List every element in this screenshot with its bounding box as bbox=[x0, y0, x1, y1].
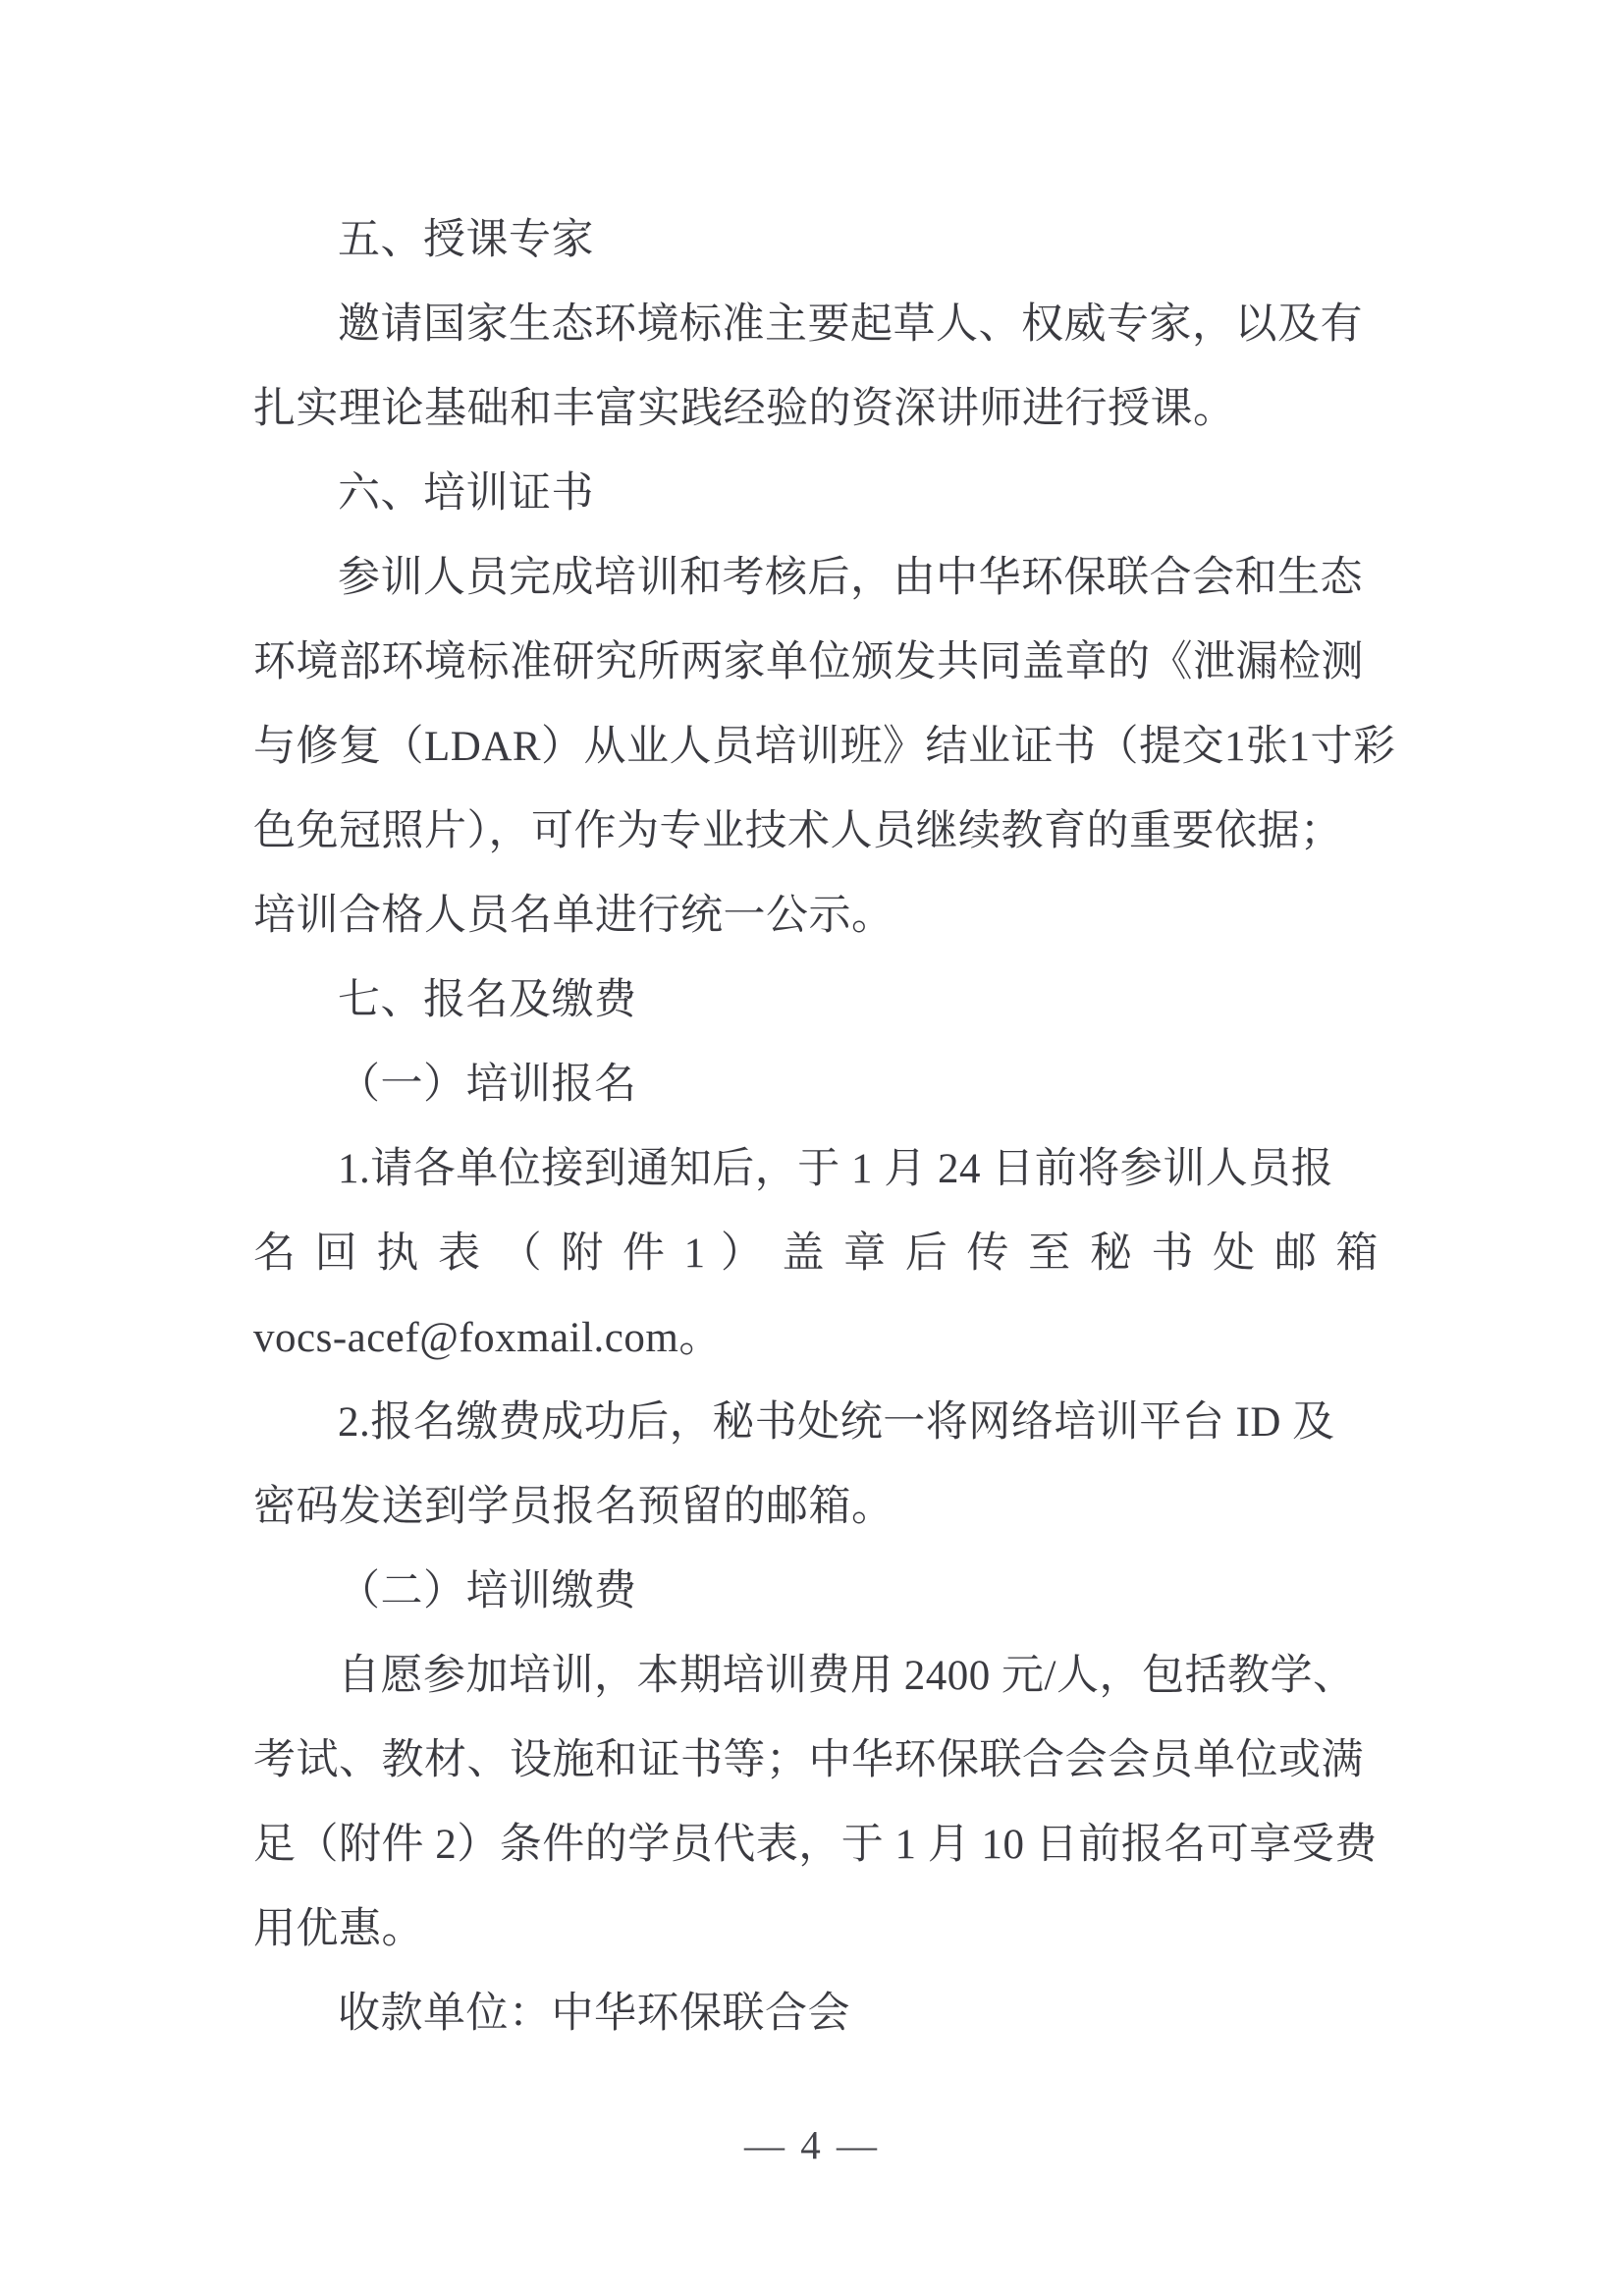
text-line: 2.报名缴费成功后，秘书处统一将网络培训平台 ID 及 bbox=[338, 1399, 1335, 1446]
page-number-label: — 4 — bbox=[744, 2122, 880, 2167]
text-line: 自愿参加培训，本期培训费用 2400 元/人，包括教学、 bbox=[338, 1653, 1356, 1699]
text-line: 邀请国家生态环境标准主要起草人、权威专家，以及有 bbox=[338, 301, 1363, 348]
text-line: 色免冠照片），可作为专业技术人员继续教育的重要依据； bbox=[253, 808, 1343, 854]
text-line: 扎实理论基础和丰富实践经验的资深讲师进行授课。 bbox=[253, 386, 1236, 432]
subsection-heading-7-1: （一）培训报名 bbox=[338, 1062, 637, 1108]
document-body bbox=[253, 198, 1396, 2056]
section-heading-5: 五、授课专家 bbox=[338, 217, 594, 263]
text-line: 用优惠。 bbox=[253, 1906, 424, 1952]
subsection-heading-7-2: （二）培训缴费 bbox=[338, 1568, 637, 1614]
email-line: vocs-acef@foxmail.com。 bbox=[253, 1315, 722, 1361]
text-line: 足（附件 2）条件的学员代表，于 1 月 10 日前报名可享受费 bbox=[253, 1822, 1378, 1868]
section-heading-7: 七、报名及缴费 bbox=[338, 977, 637, 1023]
text-line: 环境部环境标准研究所两家单位颁发共同盖章的《泄漏检测 bbox=[253, 639, 1364, 685]
text-line: 参训人员完成培训和考核后，由中华环保联合会和生态 bbox=[338, 555, 1363, 601]
text-line: 密码发送到学员报名预留的邮箱。 bbox=[253, 1484, 894, 1530]
page-number bbox=[0, 2121, 1624, 2168]
section-heading-6: 六、培训证书 bbox=[338, 470, 594, 517]
text-line: 1.请各单位接到通知后，于 1 月 24 日前将参训人员报 bbox=[338, 1146, 1334, 1192]
text-line: 与修复（LDAR）从业人员培训班》结业证书（提交1张1寸彩 bbox=[253, 724, 1396, 770]
text-line: 名 回 执 表 （ 附 件 1 ） 盖 章 后 传 至 秘 书 处 邮 箱 bbox=[253, 1230, 1380, 1277]
payee-line: 收款单位：中华环保联合会 bbox=[338, 1991, 850, 2037]
text-line: 培训合格人员名单进行统一公示。 bbox=[253, 893, 894, 939]
text-line: 考试、教材、设施和证书等；中华环保联合会会员单位或满 bbox=[253, 1737, 1364, 1783]
